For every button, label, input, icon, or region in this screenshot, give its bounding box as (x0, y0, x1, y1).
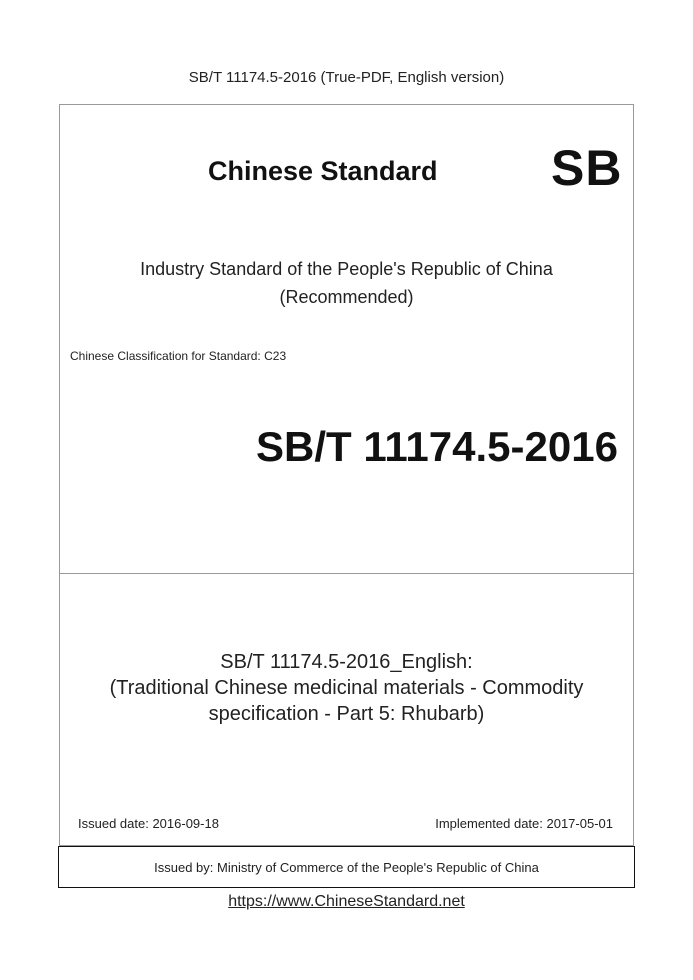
english-title-block (0, 649, 693, 727)
issuer-label: Issued by: Ministry of Commerce of the People's Republic of China (154, 859, 539, 875)
issued-date: Issued date: 2016-09-18 (78, 816, 219, 831)
english-title-line-1: SB/T 11174.5-2016_English: (220, 651, 473, 673)
document-header-title: SB/T 11174.5-2016 (True-PDF, English version) (188, 69, 505, 86)
english-title-line-3: specification - Part 5: Rhubarb) (208, 703, 485, 725)
industry-standard-line: Industry Standard of the People's Republic of China (140, 259, 553, 279)
website-link[interactable]: https://www.ChineseStandard.net (228, 893, 465, 910)
implemented-date: Implemented date: 2017-05-01 (435, 816, 613, 831)
standard-number: SB/T 11174.5-2016 (256, 423, 618, 470)
issuer-box (58, 846, 635, 888)
standard-code-mark: SB (551, 140, 623, 196)
recommended-label: (Recommended) (279, 287, 414, 307)
cover-heading: Chinese Standard (208, 156, 438, 186)
classification-label: Chinese Classification for Standard: C23 (70, 349, 287, 363)
english-title-line-2: (Traditional Chinese medicinal materials - Commodity (109, 677, 584, 699)
